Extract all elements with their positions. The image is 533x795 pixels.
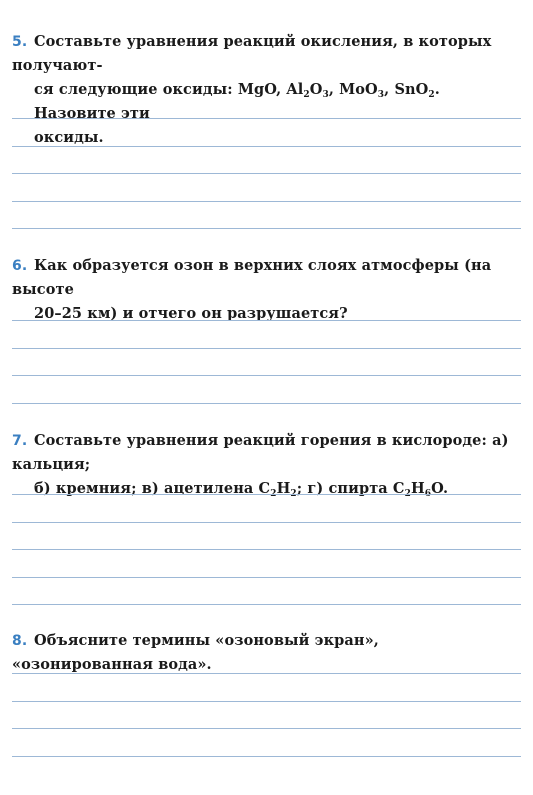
- task-7-line-2: б) кремния; в) ацетилена $C_2H_2$; г) спирта $C_2H_6O$.: [34, 480, 449, 499]
- task-7-answer-lines[interactable]: [12, 494, 521, 632]
- task-7: [12, 429, 523, 501]
- answer-line[interactable]: [12, 494, 521, 495]
- task-8-number: 8.: [12, 633, 28, 649]
- task-6-line-1: 6. Как образуется озон в верхних слоях атмосферы (на высоте: [12, 254, 523, 302]
- answer-line[interactable]: [12, 604, 521, 605]
- task-8-line-1: 8. Объясните термины «озоновый экран», «озонированная вода».: [12, 629, 523, 677]
- task-8: [12, 629, 523, 677]
- task-6: [12, 254, 523, 326]
- answer-line[interactable]: [12, 118, 521, 119]
- task-5-line-1: 5. Составьте уравнения реакций окисления, в которых получают-: [12, 30, 523, 78]
- answer-line[interactable]: [12, 549, 521, 550]
- task-5-line-3: оксиды.: [34, 129, 104, 146]
- task-8-answer-lines[interactable]: [12, 673, 521, 783]
- answer-line[interactable]: [12, 375, 521, 376]
- answer-line[interactable]: [12, 403, 521, 404]
- task-6-line-2: 20–25 км) и отчего он разрушается?: [34, 305, 348, 322]
- answer-line[interactable]: [12, 201, 521, 202]
- answer-line[interactable]: [12, 577, 521, 578]
- answer-line[interactable]: [12, 146, 521, 147]
- answer-line[interactable]: [12, 673, 521, 674]
- task-5-answer-lines[interactable]: [12, 118, 521, 256]
- task-7-number: 7.: [12, 433, 28, 449]
- answer-line[interactable]: [12, 173, 521, 174]
- task-6-answer-lines[interactable]: [12, 320, 521, 430]
- task-7-line-1: 7. Составьте уравнения реакций горения в кислороде: а) кальция;: [12, 429, 523, 477]
- task-6-number: 6.: [12, 258, 28, 274]
- task-5-line-2: ся следующие оксиды: MgO, $Al_2O_3$, MoO$_3$, SnO$_2$. Назовите эти: [34, 81, 440, 122]
- task-5-number: 5.: [12, 34, 28, 50]
- answer-line[interactable]: [12, 320, 521, 321]
- answer-line[interactable]: [12, 228, 521, 229]
- answer-line[interactable]: [12, 348, 521, 349]
- answer-line[interactable]: [12, 701, 521, 702]
- answer-line[interactable]: [12, 728, 521, 729]
- answer-line[interactable]: [12, 756, 521, 757]
- answer-line[interactable]: [12, 522, 521, 523]
